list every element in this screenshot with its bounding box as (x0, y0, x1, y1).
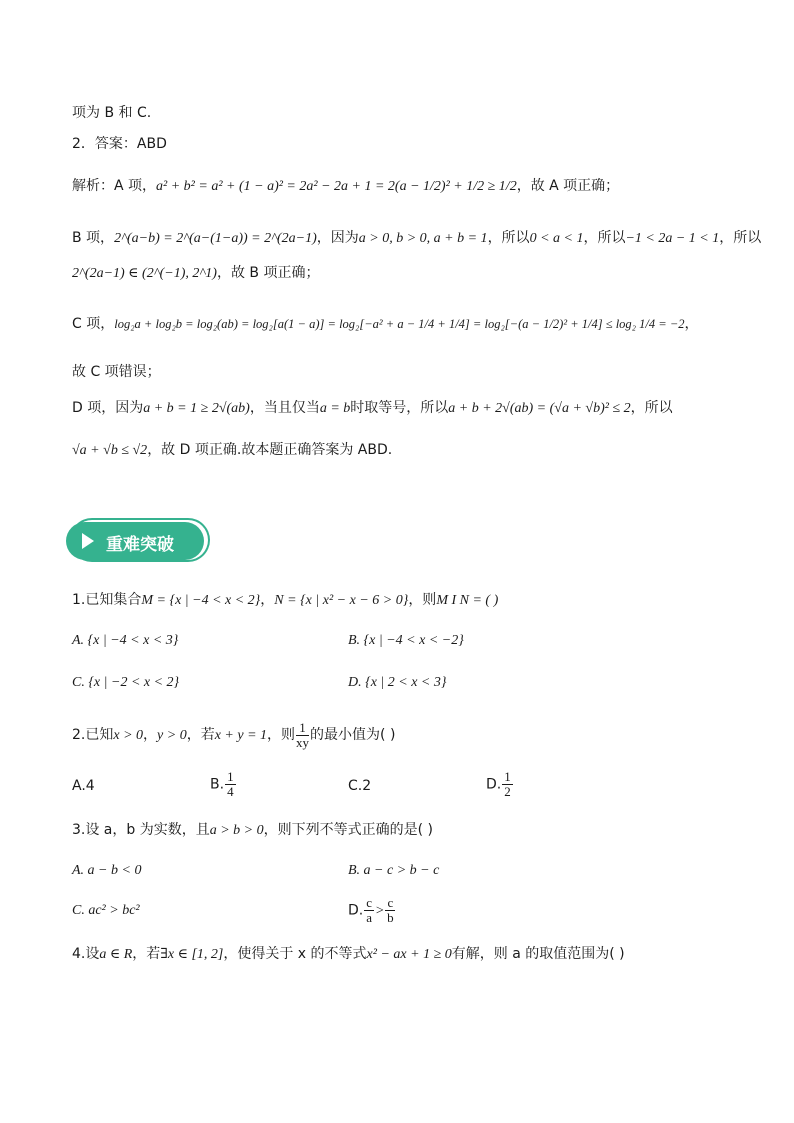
q2-option-d-fraction (502, 770, 513, 799)
q3-option-d-lhs-num: c (366, 895, 373, 910)
d-item-mid2: 时取等号，所以 (350, 400, 449, 416)
q1-option-a[interactable]: A. {x | −4 < x < 3} (72, 633, 179, 648)
q2-tail: 的最小值为( ) (310, 727, 396, 743)
q3-option-d-lhs-den: a (366, 910, 373, 925)
q2-frac-den: xy (296, 734, 310, 750)
play-arrow-icon (82, 533, 94, 549)
q2-mid2: ，则 (267, 727, 296, 743)
analysis-d-item-line2 (72, 440, 392, 461)
q2-option-d-den: 2 (504, 784, 511, 799)
d-item-prefix: D 项，因为 (72, 400, 144, 416)
d-item-math2: a = b (319, 401, 351, 416)
c-item-tail: ， (684, 316, 699, 332)
analysis-b-item-line1 (72, 228, 761, 249)
c-item-math: log₂a + log₂b = log₂(ab) = log₂[a(1 − a)] = log₂[−a² + a − 1/4 + 1/4] = log₂[−(a − 1/2)² + 1/4] ≤ log₂ 1/4 = −2 (114, 317, 685, 331)
a-item-conclusion: ，故 A 项正确； (516, 178, 620, 194)
q1-option-d[interactable]: D. {x | 2 < x < 3} (348, 675, 447, 690)
section-banner (66, 518, 212, 564)
b-item-mid: ，因为 (316, 230, 359, 246)
q4-math3: x² − ax + 1 ≥ 0 (366, 947, 452, 962)
q2-option-d-label: D. (486, 776, 502, 793)
q1-prefix: 1.已知集合 (72, 592, 142, 608)
q2-math2: y > 0 (157, 728, 187, 743)
q3-option-d-gt: > (375, 903, 385, 919)
answer-tail: 项为 B 和 C. (72, 105, 152, 121)
q2-mid: ，若 (186, 727, 215, 743)
b-item-math5: 2^(2a−1) ∈ (2^(−1), 2^1) (72, 266, 217, 281)
c-item-prefix: C 项， (72, 316, 115, 332)
b-item-tail: ，所以 (719, 230, 762, 246)
question-4-stem (72, 944, 625, 965)
q2-fraction (296, 721, 309, 750)
d-item-mid: ，当且仅当 (249, 400, 320, 416)
analysis-a-item (72, 176, 619, 197)
answer-label: 2．答案：ABD (72, 136, 167, 152)
q1-mid: ，则 (408, 592, 437, 608)
d-item-math1: a + b = 1 ≥ 2√(ab) (143, 401, 250, 416)
q3-math1: a > b > 0 (209, 823, 264, 838)
q3-option-a[interactable]: A. a − b < 0 (72, 863, 142, 878)
q4-math2: ∃x ∈ [1, 2] (160, 947, 224, 962)
section-title: 重难突破 (106, 535, 174, 555)
d-item-math4: √a + √b ≤ √2 (72, 443, 148, 458)
a-item-math: a² + b² = a² + (1 − a)² = 2a² − 2a + 1 = 2(a − 1/2)² + 1/2 ≥ 1/2 (156, 179, 517, 194)
b-item-math2: a > 0, b > 0, a + b = 1 (358, 231, 488, 246)
q2-prefix: 2.已知 (72, 727, 114, 743)
question-1-stem (72, 590, 498, 611)
q3-option-d-rhs-num: c (387, 895, 394, 910)
q4-prefix: 4.设 (72, 946, 100, 962)
q3-option-d-label: D. (348, 902, 364, 919)
q2-option-b-label: B. (210, 776, 225, 793)
q3-option-c[interactable]: C. ac² > bc² (72, 903, 140, 918)
q3-tail: ，则下列不等式正确的是( ) (263, 822, 434, 838)
q4-math1: a ∈ R (99, 947, 133, 962)
q1-math3: M I N = ( ) (436, 593, 499, 608)
b-item-conclusion: ，故 B 项正确； (216, 265, 320, 281)
q1-option-c[interactable]: C. {x | −2 < x < 2} (72, 675, 180, 690)
q2-math1: x > 0 (113, 728, 144, 743)
q1-sep: ， (260, 592, 275, 608)
q3-option-d-lhs (364, 896, 374, 925)
q4-tail: 有解，则 a 的取值范围为( ) (451, 946, 625, 962)
q2-sep: ， (143, 727, 158, 743)
q1-math1: M = {x | −4 < x < 2} (141, 593, 261, 608)
d-item-tail: ，所以 (630, 400, 673, 416)
q2-option-d[interactable] (486, 770, 514, 799)
q2-option-b-fraction (225, 770, 236, 799)
b-item-math4: −1 < 2a − 1 < 1 (625, 231, 720, 246)
b-item-mid3: ，所以 (583, 230, 626, 246)
q2-option-b-den: 4 (227, 784, 234, 799)
analysis-b-item-line2 (72, 263, 319, 284)
q3-option-d-rhs (385, 896, 395, 925)
b-item-math1: 2^(a−b) = 2^(a−(1−a)) = 2^(2a−1) (114, 231, 317, 246)
question-2-stem (72, 720, 395, 751)
q3-prefix: 3.设 a，b 为实数，且 (72, 822, 210, 838)
c-item-conclusion: 故 C 项错误； (72, 364, 161, 380)
q2-option-a[interactable]: A.4 (72, 778, 95, 794)
q4-mid: ，若 (132, 946, 161, 962)
q3-option-d[interactable] (348, 896, 396, 925)
b-item-math3: 0 < a < 1 (529, 231, 584, 246)
q2-frac-num: 1 (296, 721, 309, 736)
analysis-d-item-line1 (72, 398, 673, 419)
q2-math3: x + y = 1 (214, 728, 268, 743)
q2-option-c[interactable]: C.2 (348, 778, 372, 794)
d-item-math3: a + b + 2√(ab) = (√a + √b)² ≤ 2 (448, 401, 631, 416)
q3-option-d-rhs-den: b (387, 910, 394, 925)
q2-option-b[interactable] (210, 770, 237, 799)
analysis-prefix: 解析：A 项， (72, 178, 157, 194)
q1-option-b[interactable]: B. {x | −4 < x < −2} (348, 633, 464, 648)
q2-option-b-num: 1 (227, 769, 234, 784)
question-3-stem (72, 820, 433, 841)
q4-mid2: ，使得关于 x 的不等式 (223, 946, 367, 962)
q2-option-d-num: 1 (504, 769, 511, 784)
d-item-conclusion: ，故 D 项正确.故本题正确答案为 ABD. (147, 442, 393, 458)
q1-math2: N = {x | x² − x − 6 > 0} (274, 593, 409, 608)
b-item-prefix: B 项， (72, 230, 115, 246)
analysis-c-item (72, 314, 699, 334)
b-item-mid2: ，所以 (487, 230, 530, 246)
q3-option-b[interactable]: B. a − c > b − c (348, 863, 440, 878)
